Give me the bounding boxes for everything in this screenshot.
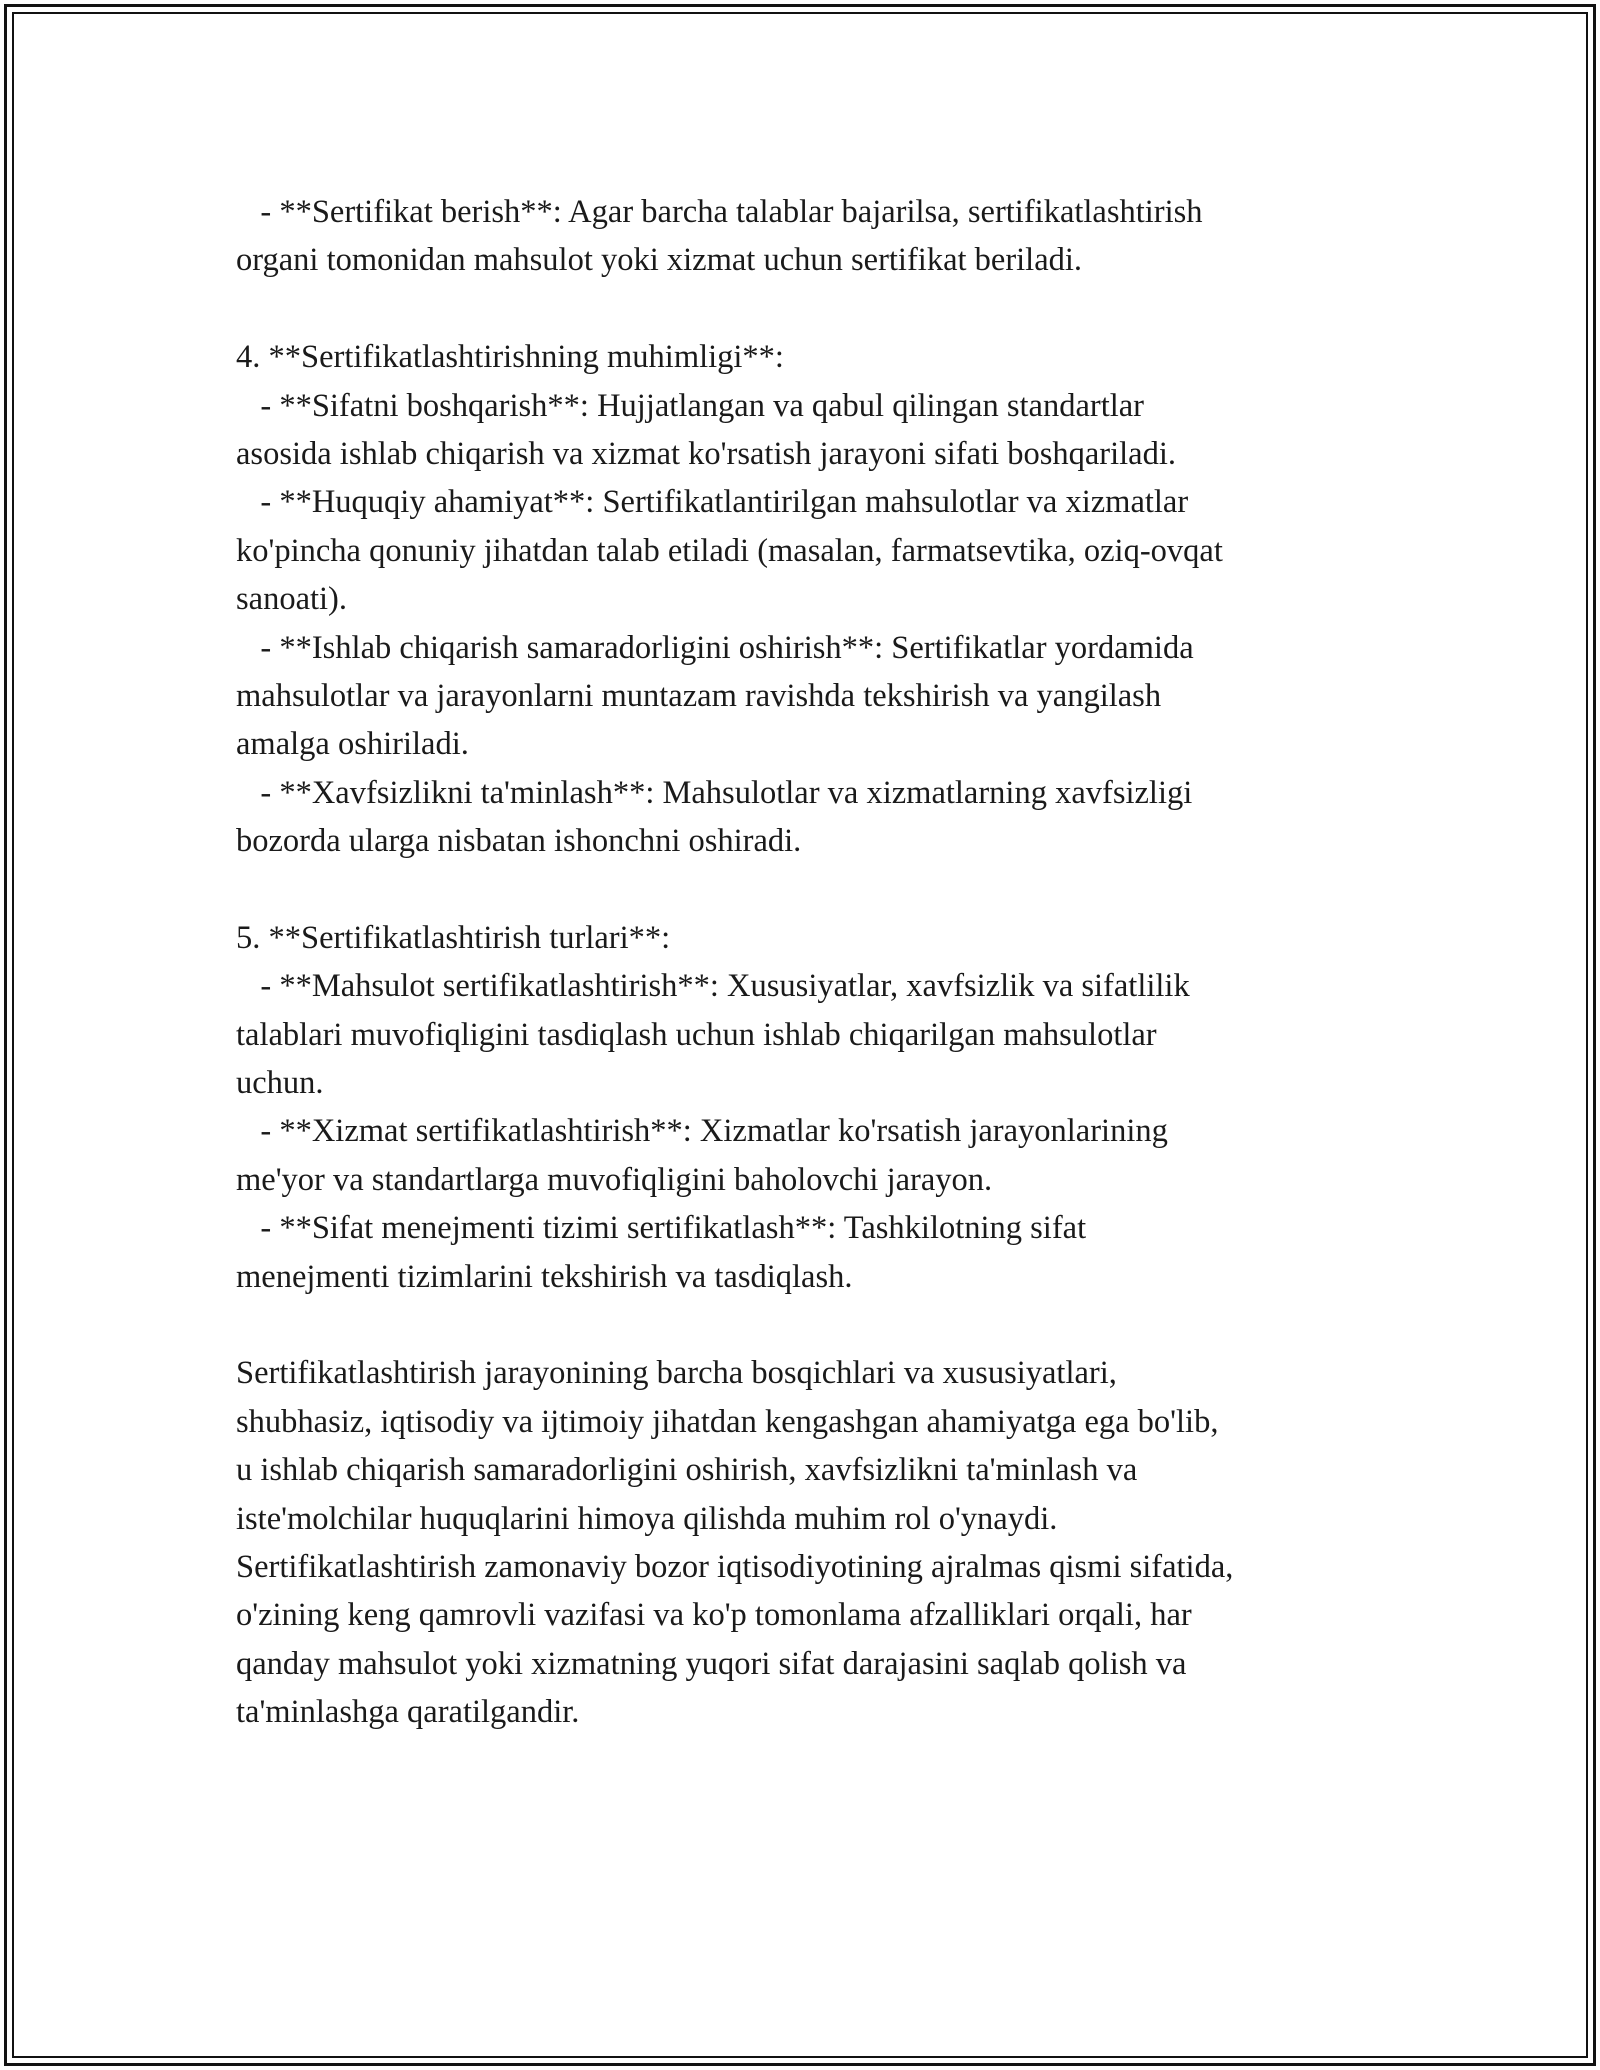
text-line: iste'molchilar huquqlarini himoya qilishda muhim rol o'ynaydi. (236, 1500, 1058, 1537)
text-line: me'yor va standartlarga muvofiqligini baholovchi jarayon. (236, 1161, 993, 1198)
text-line: qanday mahsulot yoki xizmatning yuqori sifat darajasini saqlab qolish va (236, 1645, 1187, 1682)
text-line: - **Xizmat sertifikatlashtirish**: Xizmatlar ko'rsatish jarayonlarining (236, 1113, 1168, 1150)
text-line: Sertifikatlashtirish jarayonining barcha bosqichlari va xususiyatlari, (236, 1355, 1117, 1392)
blank-line (236, 865, 1386, 913)
text-line: sanoati). (236, 581, 348, 618)
text-line: - **Mahsulot sertifikatlashtirish**: Xususiyatlar, xavfsizlik va sifatlilik (236, 968, 1190, 1005)
text-line: talablari muvofiqligini tasdiqlash uchun ishlab chiqarilgan mahsulotlar (236, 1016, 1157, 1053)
text-line: Sertifikatlashtirish zamonaviy bozor iqtisodiyotining ajralmas qismi sifatida, (236, 1548, 1234, 1585)
text-line: - **Ishlab chiqarish samaradorligini oshirish**: Sertifikatlar yordamida (236, 629, 1194, 666)
text-line: - **Xavfsizlikni ta'minlash**: Mahsulotlar va xizmatlarning xavfsizligi (236, 774, 1193, 811)
text-line: u ishlab chiqarish samaradorligini oshirish, xavfsizlikni ta'minlash va (236, 1452, 1138, 1489)
text-line: - **Huquqiy ahamiyat**: Sertifikatlantirilgan mahsulotlar va xizmatlar (236, 484, 1189, 521)
text-line: mahsulotlar va jarayonlarni muntazam ravishda tekshirish va yangilash (236, 677, 1162, 714)
text-line: - **Sifatni boshqarish**: Hujjatlangan va qabul qilingan standartlar (236, 387, 1145, 424)
text-line: shubhasiz, iqtisodiy va ijtimoiy jihatdan kengashgan ahamiyatga ega bo'lib, (236, 1403, 1219, 1440)
section-heading: 5. **Sertifikatlashtirish turlari**: (236, 919, 671, 956)
text-line: - **Sifat menejmenti tizimi sertifikatlash**: Tashkilotning sifat (236, 1210, 1087, 1247)
text-line: ta'minlashga qaratilgandir. (236, 1694, 580, 1731)
text-line: bozorda ularga nisbatan ishonchni oshiradi. (236, 823, 802, 860)
blank-line (236, 1301, 1386, 1349)
blank-line (236, 285, 1386, 333)
text-line: uchun. (236, 1065, 324, 1102)
document-body (236, 188, 1386, 1737)
text-line: o'zining keng qamrovli vazifasi va ko'p tomonlama afzalliklari orqali, har (236, 1597, 1192, 1634)
section-heading: 4. **Sertifikatlashtirishning muhimligi**: (236, 339, 784, 376)
text-line: ko'pincha qonuniy jihatdan talab etiladi (masalan, farmatsevtika, oziq-ovqat (236, 532, 1223, 569)
text-line: amalga oshiriladi. (236, 726, 469, 763)
text-line: asosida ishlab chiqarish va xizmat ko'rsatish jarayoni sifati boshqariladi. (236, 435, 1177, 472)
text-line: organi tomonidan mahsulot yoki xizmat uchun sertifikat beriladi. (236, 242, 1083, 279)
text-line: - **Sertifikat berish**: Agar barcha talablar bajarilsa, sertifikatlashtirish (236, 194, 1203, 230)
text-line: menejmenti tizimlarini tekshirish va tasdiqlash. (236, 1258, 853, 1295)
